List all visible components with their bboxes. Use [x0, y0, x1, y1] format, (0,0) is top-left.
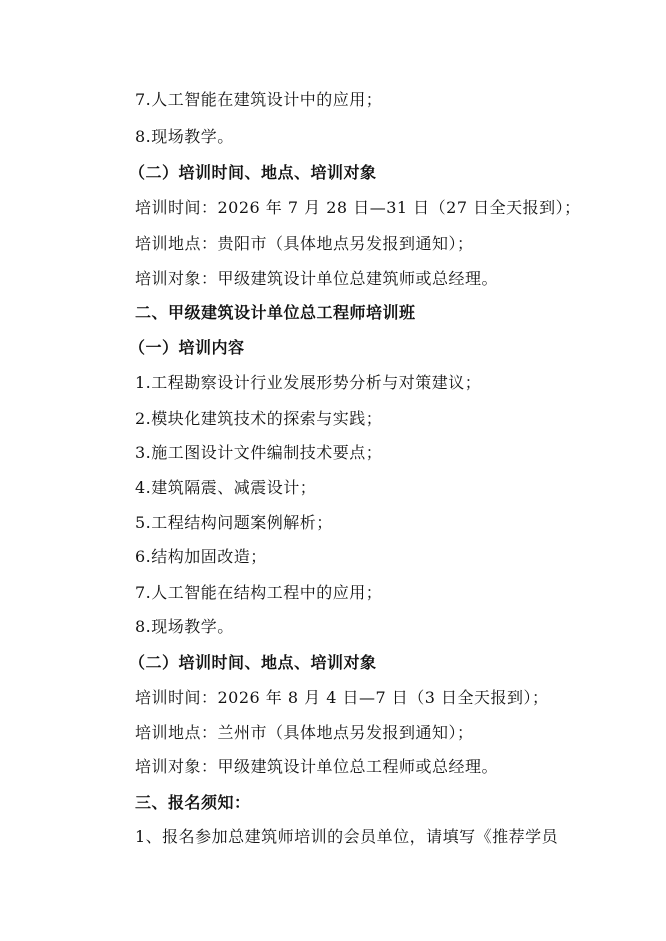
training-place-1: 培训地点：贵阳市（具体地点另发报到通知）；	[135, 234, 474, 253]
section-heading-chief-engineer: 二、甲级建筑设计单位总工程师培训班	[135, 303, 416, 322]
list-item-modular-building: 2.模块化建筑技术的探索与实践；	[135, 409, 383, 428]
training-time-1: 培训时间：2026 年 7 月 28 日—31 日（27 日全天报到）；	[135, 198, 581, 217]
list-item-construction-drawing: 3.施工图设计文件编制技术要点；	[135, 443, 383, 462]
list-item-industry-analysis: 1.工程勘察设计行业发展形势分析与对策建议；	[135, 373, 482, 392]
training-target-2: 培训对象：甲级建筑设计单位总工程师或总经理。	[135, 757, 499, 776]
list-item-site-teaching-2: 8.现场教学。	[135, 617, 234, 636]
training-place-2: 培训地点：兰州市（具体地点另发报到通知）；	[135, 723, 474, 742]
section-heading-time-place-2: （二）培训时间、地点、培训对象	[129, 653, 377, 672]
section-heading-registration: 三、报名须知：	[135, 793, 251, 812]
section-heading-time-place-1: （二）培训时间、地点、培训对象	[129, 163, 377, 182]
training-target-1: 培训对象：甲级建筑设计单位总建筑师或总经理。	[135, 269, 499, 288]
list-item-reinforcement: 6.结构加固改造；	[135, 547, 267, 566]
list-item-seismic-design: 4.建筑隔震、减震设计；	[135, 478, 317, 497]
training-time-2: 培训时间：2026 年 8 月 4 日—7 日（3 日全天报到）；	[135, 688, 549, 707]
list-item-ai-structure: 7.人工智能在结构工程中的应用；	[135, 583, 383, 602]
list-item-structure-cases: 5.工程结构问题案例解析；	[135, 513, 333, 532]
registration-note-1: 1、报名参加总建筑师培训的会员单位，请填写《推荐学员	[135, 827, 559, 846]
section-heading-content: （一）培训内容	[129, 338, 245, 357]
list-item-site-teaching: 8.现场教学。	[135, 127, 234, 146]
list-item-ai-architecture: 7.人工智能在建筑设计中的应用；	[135, 90, 383, 109]
